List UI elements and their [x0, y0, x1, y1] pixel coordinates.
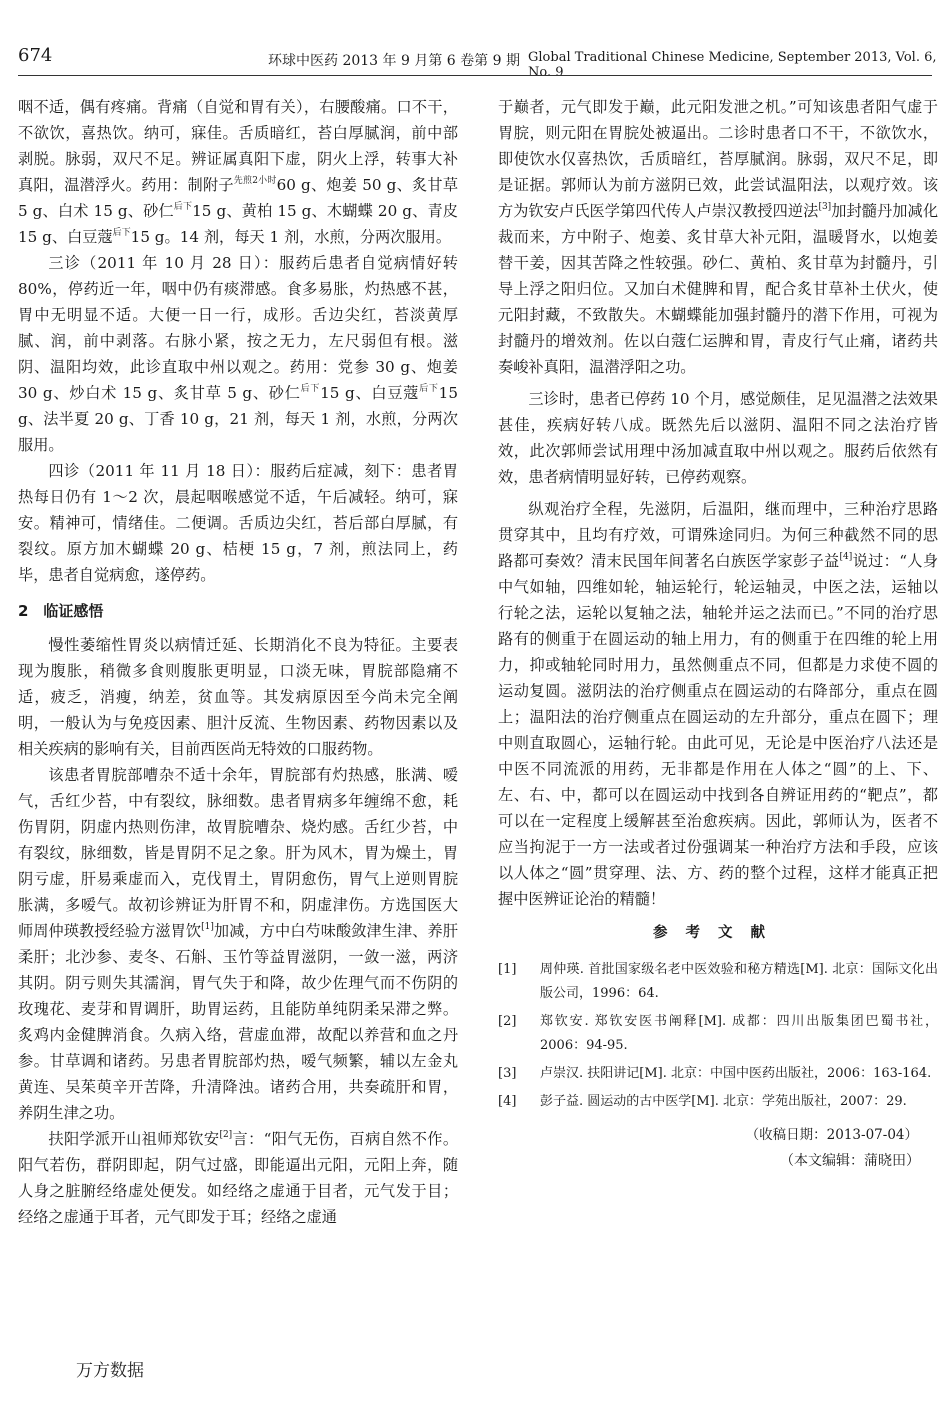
paragraph-fourth-visit: 四诊（2011 年 11 月 18 日）：服药后症减，刻下：患者胃热每日仍有 1～2 次，晨起咽喉感觉不适，午后减轻。纳可，寐安。精神可，情绪佳。二便调。舌质边尖红，苔后部白厚腻，有裂纹。原方加木蝴蝶 20 g、桔梗 15 g，7 剂，煎法同上，药毕，患者自觉病愈，遂停药。 [18, 462, 458, 584]
paragraph-yang-theory: 于巅者，元气即发于巅，此元阳发泄之机。”可知该患者阳气虚于胃脘，则元阳在胃脘处被逼出。二诊时患者口不干，不欲饮水，即使饮水仅喜热饮，舌质暗红，苔厚腻润。脉弱，双尺不足，即是证据。郭师认为前方滋阴已效，此尝试温阳法，以观疗效。该方为钦安卢氏医学第四代传人卢崇汉教授四逆法[3]加封髓丹加减化裁而来，方中附子、炮姜、炙甘草大补元阳，温暖肾水，以炮姜替干姜，因其苦降之性较强。砂仁、黄柏、炙甘草为封髓丹，引导上浮之阳归位。又加白术健脾和胃，配合炙甘草补土伏火，使元阳封藏，不致散失。木蝴蝶能加强封髓丹的潜下作用，可视为封髓丹的增效剂。佐以白蔻仁运脾和胃，青皮行气止痛，诸药共奏峻补真阳，温潜浮阳之功。 [498, 98, 939, 376]
reference-item: [1] 周仲瑛. 首批国家级名老中医效验和秘方精选[M]. 北京：国际文化出版公司，1996：64. [498, 962, 938, 1001]
paragraph-case-continued: 咽不适，偶有疼痛。背痛（自觉和胃有关），右腰酸痛。口不干，不欲饮，喜热饮。纳可，寐佳。舌质暗红，苔白厚腻润，前中部剥脱。脉弱，双尺不足。辨证属真阳下虚，阴火上浮，转事大补真阳，温潜浮火。药用：制附子$^{先煎2小时}$60 g、炮姜 50 g、炙甘草 5 g、白术 15 g、砂仁$^{后下}$15 g、黄柏 15 g、木蝴蝶 20 g、青皮 15 g、白豆蔻$^{后下}$15 g。14 剂，每天 1 剂，水煎，分两次服用。 [18, 98, 459, 246]
paragraph-summary: 纵观治疗全程，先滋阴，后温阳，继而理中，三种治疗思路贯穿其中，且均有疗效，可谓殊途同归。为何三种截然不同的思路都可奏效？清末民国年间著名白族医学家彭子益[4]说过：“人身中气如轴，四维如轮，轴运轮行，轮运轴灵，中医之法，运轴以行轮之法，运轮以复轴之法，轴轮并运之法而已。”不同的治疗思路有的侧重于在圆运动的轴上用力，有的侧重于在四维的轮上用力，抑或轴轮同时用力，虽然侧重点不同，但都是力求使不圆的运动复圆。滋阴法的治疗侧重点在圆运动的右降部分，重点在圆上；温阳法的治疗侧重点在圆运动的左升部分，重点在圆下；理中则直取圆心，运轴行轮。由此可见，无论是中医治疗八法还是中医不同流派的用药，无非都是作用在人体之“圆”的上、下、左、右、中，都可以在圆运动中找到各自辨证用药的“靶点”，都可以在一定程度上缓解甚至治愈疾病。因此，郭师认为，医者不应当拘泥于一方一法或者过份强调某一种治疗方法和手段，应该以人体之“圆”贯穿理、法、方、药的整个过程，这样才能真正把握中医辨证论治的精髓！ [498, 500, 939, 908]
citation: [3] [818, 202, 832, 212]
citation: [2] [219, 1130, 233, 1140]
editor-credit: （本文编辑：蒲晓田） [780, 1153, 920, 1169]
paragraph-disease-overview: 慢性萎缩性胃炎以病情迁延、长期消化不良为特征。主要表现为腹胀，稍微多食则腹胀更明显，口淡无味，胃脘部隐痛不适，疲乏，消瘦，纳差，贫血等。其发病原因至今尚未完全阐明，一般认为与免疫因素、胆汁反流、生物因素、药物因素以及相关疾病的影响有关，目前西医尚无特效的口服药物。 [18, 636, 458, 758]
reference-item: [2] 郑钦安. 郑钦安医书阐释[M]. 成都：四川出版集团巴蜀书社，2006：94-95. [498, 1014, 938, 1053]
received-date: （收稿日期：2013-07-04） [745, 1127, 918, 1143]
paragraph-third-visit: 三诊（2011 年 10 月 28 日）：服药后患者自觉病情好转 80%，停药近一年，咽中仍有痰滞感。食多易胀，灼热感不甚，胃中无明显不适。大便一日一行，成形。舌边尖红，苔淡黄厚腻、润，前中剥落。右脉小紧，按之无力，左尺弱但有根。滋阴、温阳均效，此诊直取中州以观之。药用：党参 30 g、炮姜 30 g、炒白术 15 g、炙甘草 5 g、砂仁$^{后下}$15 g、白豆蔻$^{后下}$15 g、法半夏 20 g、丁香 10 g，21 剂，每天 1 剂，水煎，分两次服用。 [18, 254, 458, 454]
references-title: 参考文献 [653, 925, 783, 941]
journal-header-en: Global Traditional Chinese Medicine, September 2013, Vol. 6, No. 9 [528, 50, 937, 80]
citation: [1] [201, 922, 214, 932]
paragraph-third-visit-review: 三诊时，患者已停药 10 个月，感觉颇佳，足见温潜之法效果甚佳，疾病好转八成。既然先后以滋阴、温阳不同之法治疗皆效，此次郭师尝试用理中汤加减直取中州以观之。服药后依然有效，患者病情明显好转，已停药观察。 [498, 390, 938, 486]
header-rule [18, 75, 932, 76]
citation: [4] [839, 552, 853, 562]
paragraph-zheng-qinan: 扶阳学派开山祖师郑钦安[2]言：“阳气无伤，百病自然不作。阳气若伤，群阴即起，阴气过盛，即能逼出元阳，元阳上奔，随人身之脏腑经络虚处便发。如经络之虚通于目者，元气发于目；经络之虚通于耳者，元气即发于耳；经络之虚通 [18, 1130, 459, 1226]
section-title: 2 临证感悟 [18, 602, 104, 620]
reference-item: [4] 彭子益. 圆运动的古中医学[M]. 北京：学苑出版社，2007：29. [498, 1094, 907, 1109]
left-column [18, 94, 458, 1230]
paragraph-analysis: 该患者胃脘部嘈杂不适十余年，胃脘部有灼热感，胀满、嗳气，舌红少苔，中有裂纹，脉细数。患者胃病多年缠绵不愈，耗伤胃阴，阴虚内热则伤津，故胃脘嘈杂、烧灼感。舌红少苔，中有裂纹，脉细数，皆是胃阴不足之象。肝为风木，胃为燥土，胃阴亏虚，肝易乘虚而入，克伐胃土，胃阴愈伤，胃气上逆则胃脘胀满，多嗳气。故初诊辨证为肝胃不和，阴虚津伤。方选国医大师周仲瑛教授经验方滋胃饮[1]加减，方中白芍味酸敛津生津、养肝柔肝；北沙参、麦冬、石斛、玉竹等益胃滋阴，一敛一滋，两济其阴。阴亏则失其濡润，胃气失于和降，故少佐理气而不伤阴的玫瑰花、麦芽和胃调肝，助胃运药，且能防单纯阴柔呆滞之弊。炙鸡内金健脾消食。久病入络，营虚血滞，故配以养营和血之丹参。甘草调和诸药。另患者胃脘部灼热，嗳气频繁，辅以左金丸黄连、吴茱萸辛开苦降，升清降浊。诸药合用，共奏疏肝和胃，养阴生津之功。 [18, 766, 459, 1122]
page-number: 674 [18, 45, 53, 66]
reference-item: [3] 卢崇汉. 扶阳讲记[M]. 北京：中国中医药出版社，2006：163-164. [498, 1066, 932, 1081]
reference-list [498, 958, 938, 1114]
right-column [498, 94, 938, 1174]
footer-watermark: 万方数据 [76, 1361, 144, 1381]
journal-header-cn: 环球中医药 2013 年 9 月第 6 卷第 9 期 [268, 53, 520, 69]
